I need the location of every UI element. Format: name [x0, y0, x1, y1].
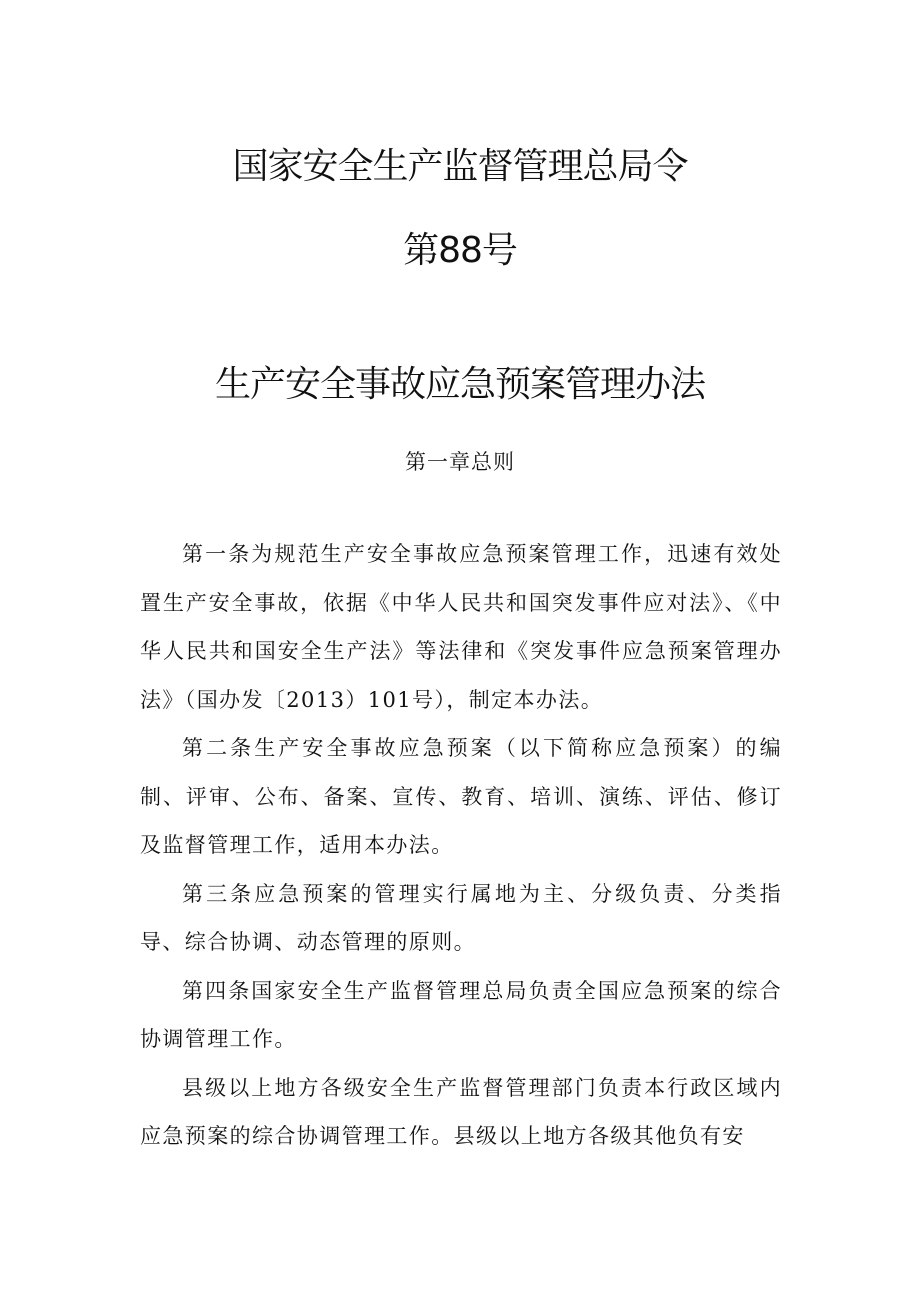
paragraph-article-1: 第一条为规范生产安全事故应急预案管理工作，迅速有效处置生产安全事故，依据《中华人民共和国突发事件应对法》、《中华人民共和国安全生产法》等法律和《突发事件应急预案管理办法》（国办发〔2013）101号），制定本办法。	[140, 542, 782, 712]
decree-title: 国家安全生产监督管理总局令	[232, 146, 688, 187]
paragraph-article-2: 第二条生产安全事故应急预案（以下简称应急预案）的编制、评审、公布、备案、宣传、教育、培训、演练、评估、修订及监督管理工作，适用本办法。	[140, 736, 782, 857]
paragraph-article-4: 第四条国家安全生产监督管理总局负责全国应急预案的综合协调管理工作。	[140, 978, 782, 1051]
paragraph-article-4-continued: 县级以上地方各级安全生产监督管理部门负责本行政区域内应急预案的综合协调管理工作。县级以上地方各级其他负有安	[140, 1075, 782, 1148]
decree-number: 第88号	[403, 230, 517, 271]
law-title: 生产安全事故应急预案管理办法	[214, 364, 705, 405]
chapter-title: 第一章总则	[405, 450, 515, 474]
paragraph-article-3: 第三条应急预案的管理实行属地为主、分级负责、分类指导、综合协调、动态管理的原则。	[140, 881, 782, 954]
body-text	[140, 530, 782, 1161]
